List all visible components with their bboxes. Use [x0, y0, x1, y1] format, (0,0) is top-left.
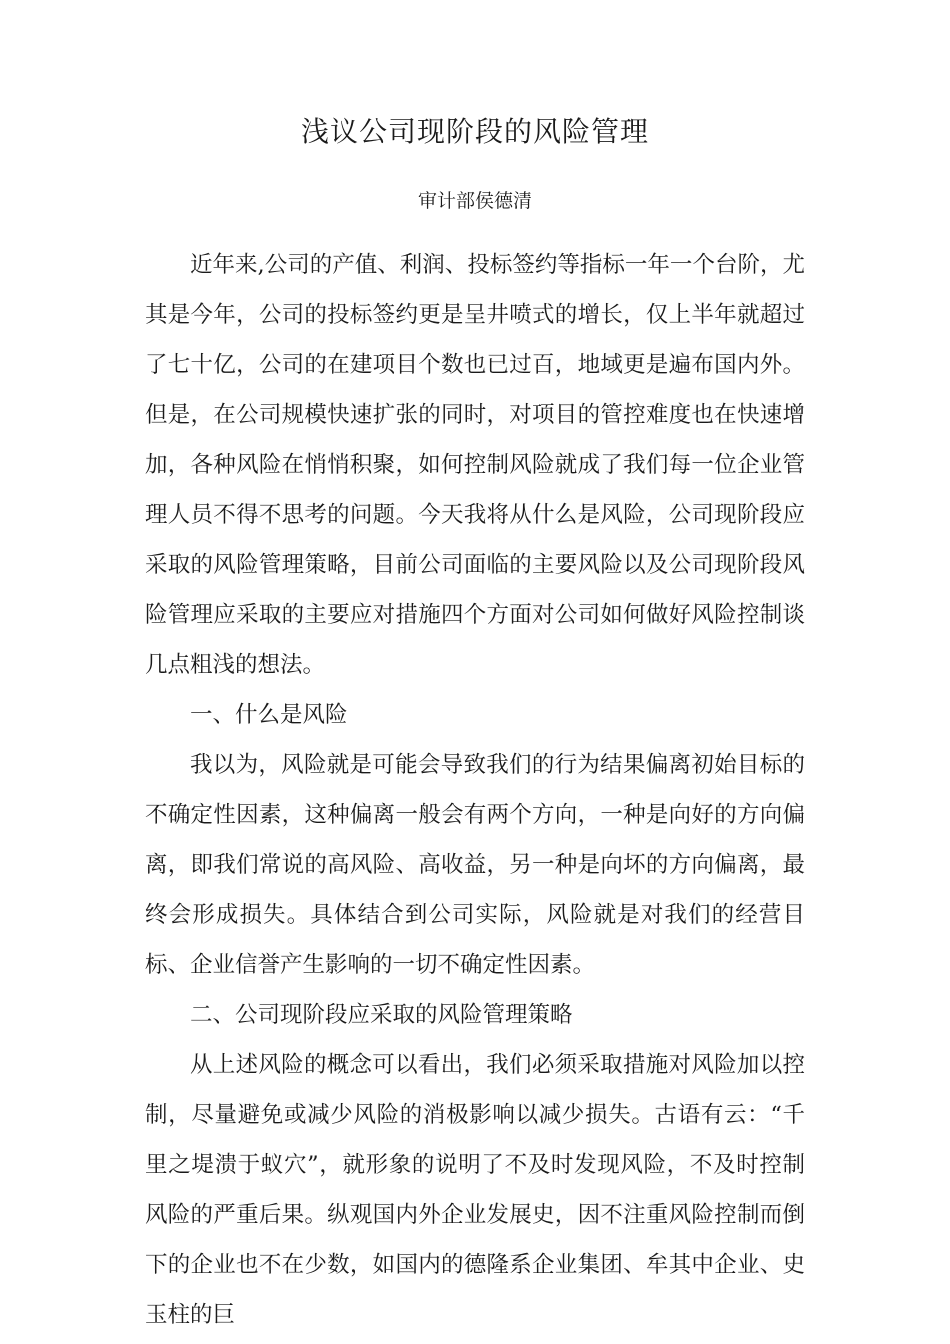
document-body — [145, 240, 805, 1340]
paragraph-strategy: 从上述风险的概念可以看出，我们必须采取措施对风险加以控制，尽量避免或减少风险的消极影响以减少损失。古语有云：“千里之堤溃于蚁穴”，就形象的说明了不及时发现风险，不及时控制风险的严重后果。纵观国内外企业发展史，因不注重风险控制而倒下的企业也不在少数，如国内的德隆系企业集团、牟其中企业、史玉柱的巨 — [145, 1052, 805, 1328]
paragraph-intro: 近年来,公司的产值、利润、投标签约等指标一年一个台阶，尤其是今年，公司的投标签约更是呈井喷式的增长，仅上半年就超过了七十亿，公司的在建项目个数也已过百，地域更是遍布国内外。但是，在公司规模快速扩张的同时，对项目的管控难度也在快速增加，各种风险在悄悄积聚，如何控制风险就成了我们每一位企业管理人员不得不思考的问题。今天我将从什么是风险，公司现阶段应采取的风险管理策略，目前公司面临的主要风险以及公司现阶段风险管理应采取的主要应对措施四个方面对公司如何做好风险控制谈几点粗浅的想法。 — [145, 252, 805, 678]
document-author: 审计部侯德清 — [417, 190, 532, 212]
paragraph-risk-definition: 我以为，风险就是可能会导致我们的行为结果偏离初始目标的不确定性因素，这种偏离一般会有两个方向，一种是向好的方向偏离，即我们常说的高风险、高收益，另一种是向坏的方向偏离，最终会形成损失。具体结合到公司实际，风险就是对我们的经营目标、企业信誉产生影响的一切不确定性因素。 — [145, 752, 805, 978]
section-heading-1: 一、什么是风险 — [190, 702, 348, 728]
document-title: 浅议公司现阶段的风险管理 — [300, 115, 649, 148]
section-heading-2: 二、公司现阶段应采取的风险管理策略 — [190, 1002, 573, 1028]
